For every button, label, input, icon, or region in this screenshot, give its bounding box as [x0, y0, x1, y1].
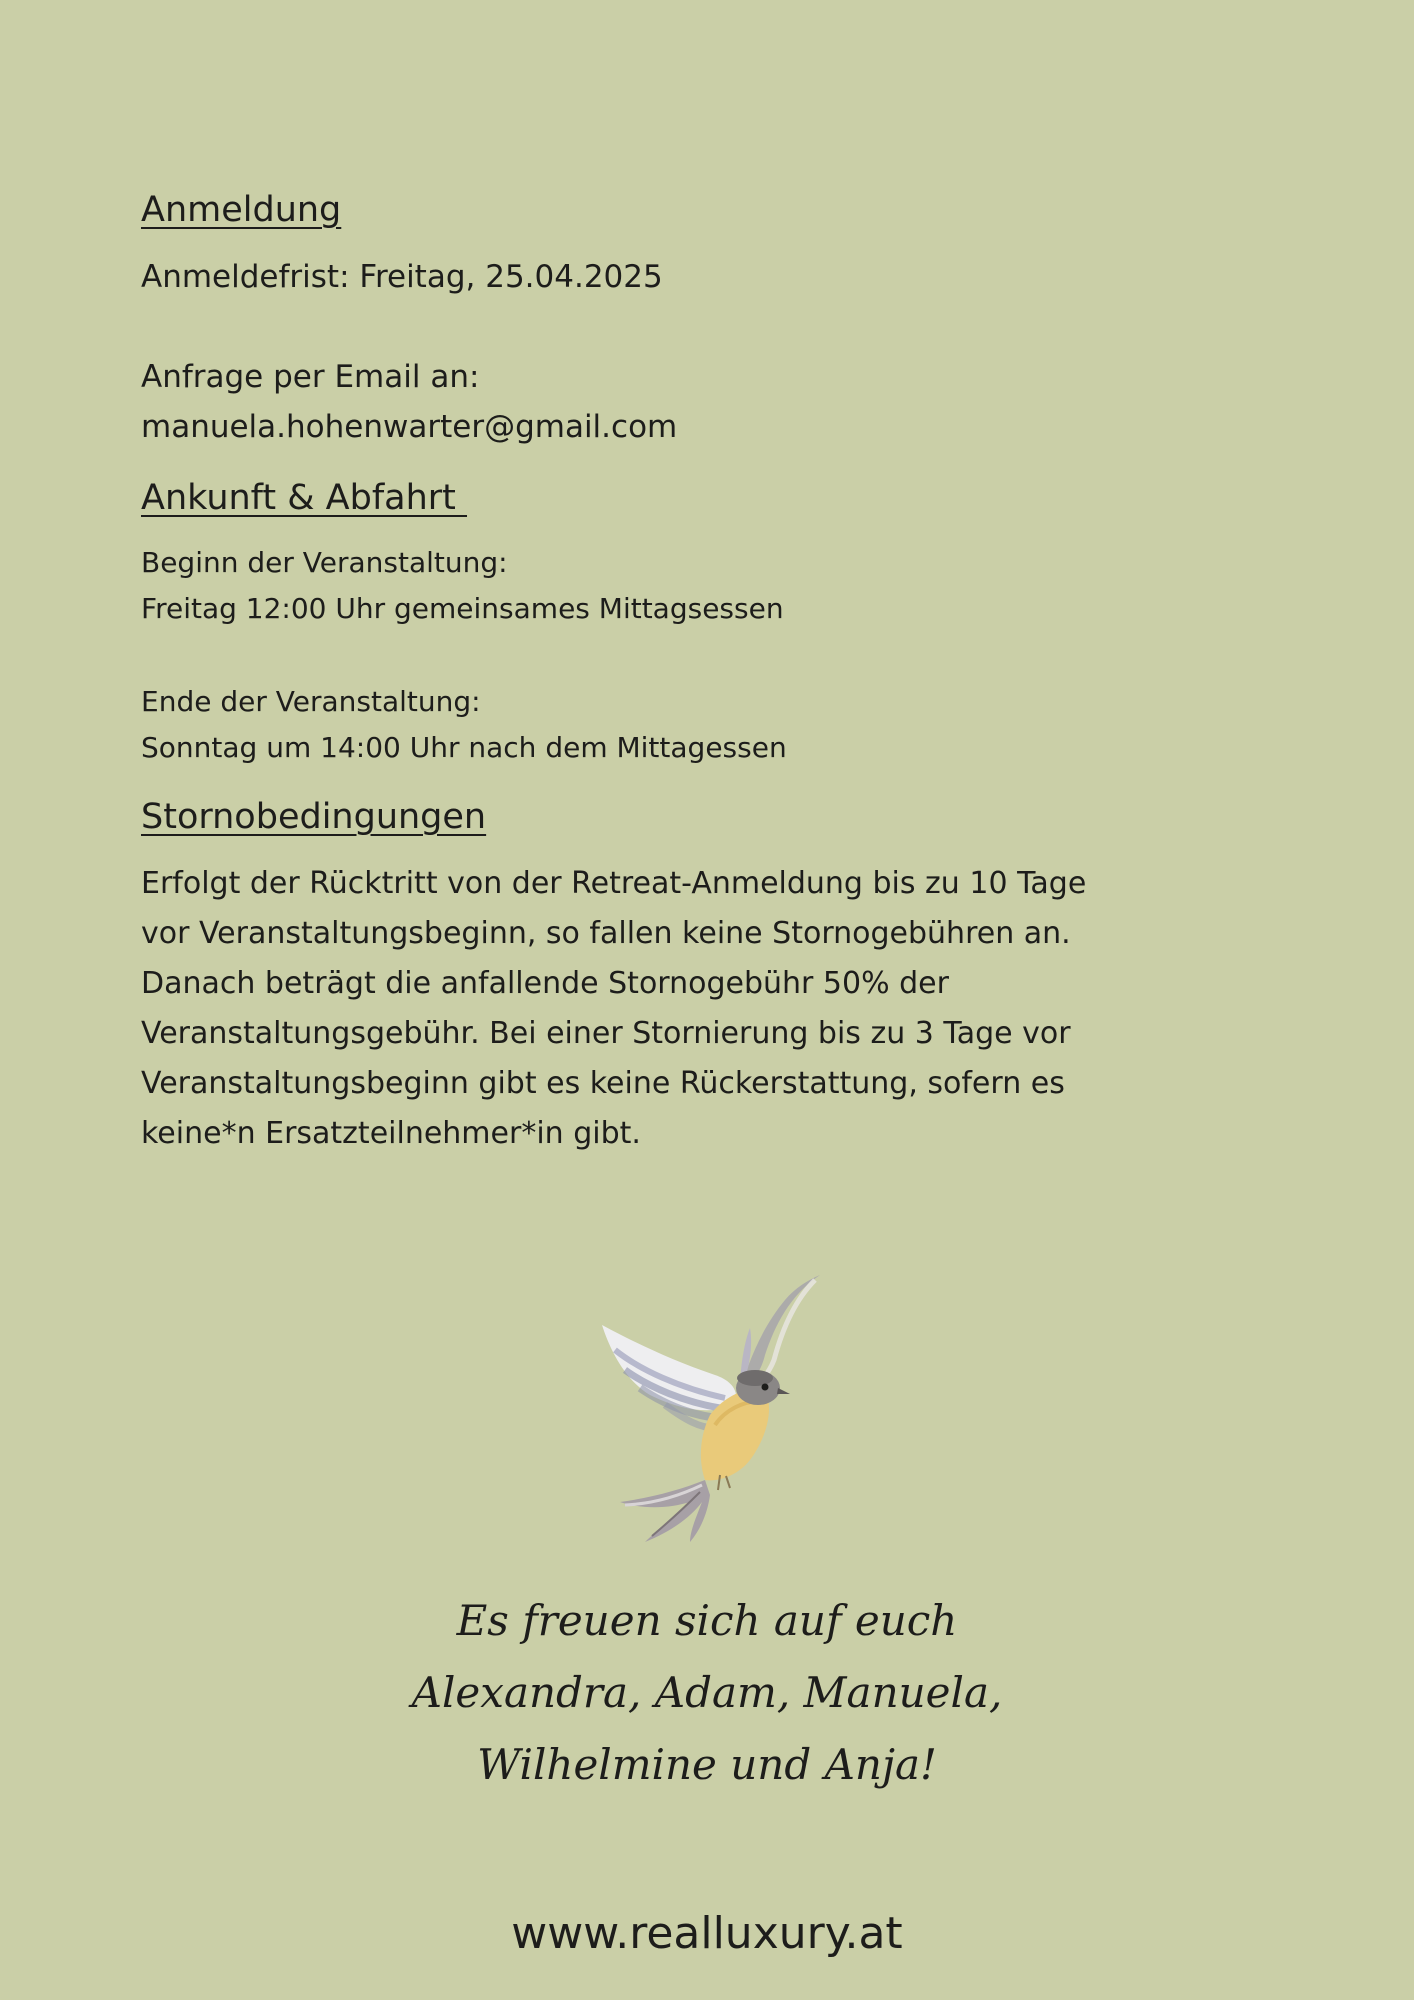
closing-line: Alexandra, Adam, Manuela,: [411, 1668, 1003, 1717]
registration-heading: Anmeldung: [141, 190, 342, 230]
cancellation-heading: Stornobedingungen: [141, 797, 487, 837]
cancellation-line: Erfolgt der Rücktritt von der Retreat-Anmeldung bis zu 10 Tage: [141, 866, 1087, 901]
main-content: [141, 182, 1251, 1159]
registration-deadline: Anmeldefrist: Freitag, 25.04.2025: [141, 259, 663, 295]
cancellation-line: Veranstaltungsbeginn gibt es keine Rückerstattung, sofern es: [141, 1066, 1065, 1101]
arrival-heading: Ankunft & Abfahrt: [141, 478, 468, 518]
closing-line: Es freuen sich auf euch: [456, 1596, 958, 1645]
closing-message: [0, 1585, 1414, 1801]
cancellation-line: Danach beträgt die anfallende Stornogebühr 50% der: [141, 966, 949, 1001]
arrival-start-label: Beginn der Veranstaltung:: [141, 546, 508, 579]
cancellation-section: [141, 789, 1251, 1159]
registration-section: [141, 182, 1251, 452]
bird-illustration-icon: [590, 1270, 830, 1550]
arrival-section: [141, 470, 1251, 771]
cancellation-line: Veranstaltungsgebühr. Bei einer Stornierung bis zu 3 Tage vor: [141, 1016, 1071, 1051]
cancellation-line: vor Veranstaltungsbeginn, so fallen keine Stornogebühren an.: [141, 916, 1071, 951]
arrival-end-label: Ende der Veranstaltung:: [141, 685, 481, 718]
arrival-end-detail: Sonntag um 14:00 Uhr nach dem Mittagessen: [141, 731, 787, 764]
closing-line: Wilhelmine und Anja!: [477, 1740, 937, 1789]
arrival-start-detail: Freitag 12:00 Uhr gemeinsames Mittagsessen: [141, 592, 784, 625]
registration-email[interactable]: manuela.hohenwarter@gmail.com: [141, 409, 678, 445]
website-link[interactable]: www.realluxury.at: [511, 1908, 903, 1959]
registration-request-label: Anfrage per Email an:: [141, 359, 480, 395]
cancellation-line: keine*n Ersatzteilnehmer*in gibt.: [141, 1116, 641, 1151]
